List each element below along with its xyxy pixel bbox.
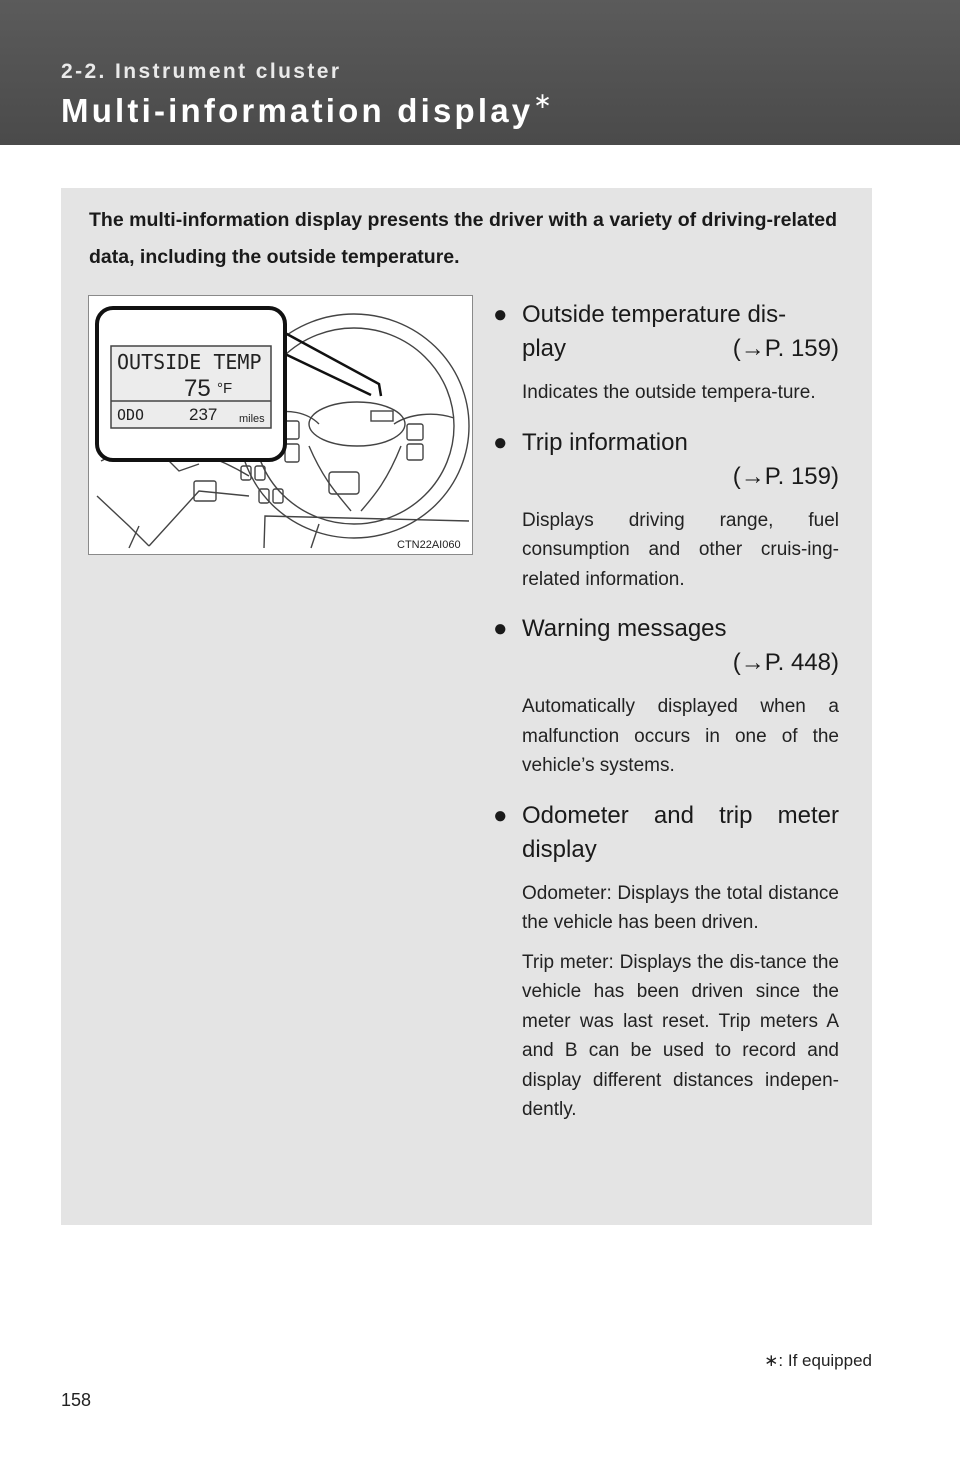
display-odo-label: ODO [117,406,145,424]
item-title: Trip information [522,428,688,456]
item-title-line2: play [522,335,567,362]
list-item [493,612,839,781]
item-description: Odometer: Displays the total distance the vehicle has been driven. [522,882,839,933]
page-title [61,88,555,130]
item-description: Indicates the outside tempera-ture. [522,382,816,403]
page-ref-link[interactable]: (→P. 159) [732,335,839,362]
footnote: ∗: If equipped [764,1351,872,1370]
page-ref-link[interactable]: (→P. 448) [732,649,839,676]
figure-code: CTN22AI060 [397,539,461,551]
page-header [0,0,960,145]
list-item [493,799,839,1125]
display-temp-value: 75 [184,375,211,402]
display-odo-value: 237 [189,405,218,424]
intro-text: The multi-information display presents the driver with a variety of driving-related data, including the outside temperature. [89,209,837,268]
item-title-line1: Outside temperature dis- [522,301,787,328]
item-title: Odometer and trip meter display [522,801,839,863]
cluster-illustration [88,295,473,555]
section-label: 2-2. Instrument cluster [61,60,342,83]
list-item [493,298,839,408]
page-number: 158 [61,1390,92,1410]
page-title-text: Multi-information display [61,92,534,129]
bullet-icon: ● [493,801,508,829]
dashboard-drawing [89,296,472,554]
display-outside-temp-label: OUTSIDE TEMP [117,350,262,374]
display-temp-unit: °F [217,380,233,397]
bullet-icon: ● [493,301,508,328]
bullet-icon: ● [493,428,508,456]
display-odo-unit: miles [239,413,265,425]
item-title: Warning messages [522,615,727,642]
feature-list [493,298,839,1143]
bullet-icon: ● [493,615,508,642]
content-panel [61,188,872,1225]
page-ref-link[interactable]: (→P. 159) [732,462,839,490]
item-description: Displays driving range, fuel consumption and other cruis-ing-related information. [522,509,839,590]
list-item [493,426,839,595]
item-description: Automatically displayed when a malfunction occurs in one of the vehicle’s systems. [522,696,839,776]
item-description: Trip meter: Displays the dis-tance the vehicle has been driven since the meter was last reset. Trip meters A and B can be used to record and display different distances indepen-dently. [522,951,839,1120]
if-equipped-mark: ∗ [533,88,555,113]
